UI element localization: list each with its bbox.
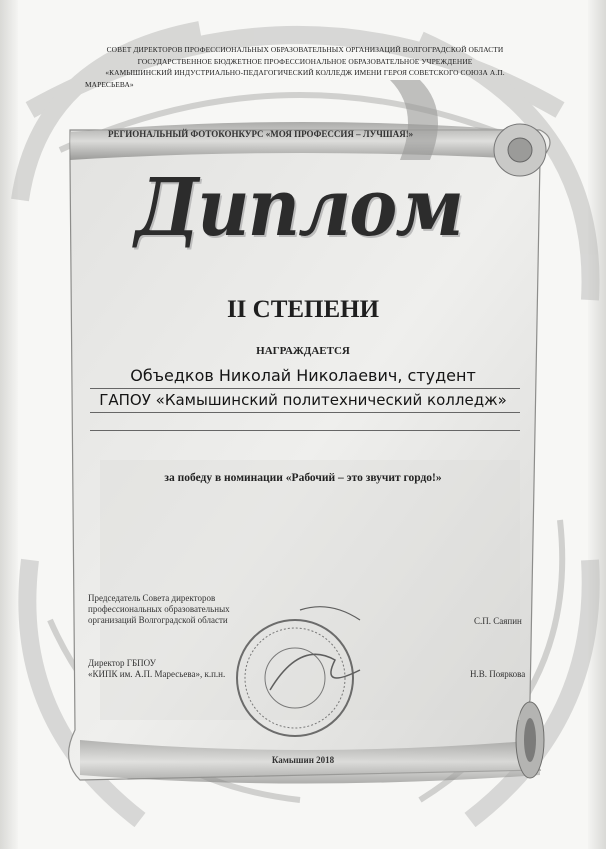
degree-label: II СТЕПЕНИ — [226, 296, 380, 323]
footer-city-year: Камышин 2018 — [271, 755, 335, 765]
signature-1-name: С.П. Саяпин — [474, 616, 522, 626]
awarded-label: НАГРАЖДАЕТСЯ — [256, 345, 350, 357]
signature-2-title: Директор ГБПОУ «КИПК им. А.П. Маресьева», к.п.н. — [88, 658, 226, 679]
contest-name: РЕГИОНАЛЬНЫЙ ФОТОКОНКУРС «МОЯ ПРОФЕССИЯ – ЛУЧШАЯ!» — [108, 129, 414, 139]
header-line-4: МАРЕСЬЕВА» — [85, 79, 134, 89]
recipient-name: Объедков Николай Николаевич, студент — [130, 366, 476, 385]
nomination-text: за победу в номинации «Рабочий – это звучит гордо!» — [164, 472, 442, 484]
header-line-3: «КАМЫШИНСКИЙ ИНДУСТРИАЛЬНО-ПЕДАГОГИЧЕСКИЙ КОЛЛЕДЖ ИМЕНИ ГЕРОЯ СОВЕТСКОГО СОЮЗА А.П. — [105, 68, 505, 77]
signature-1-title: Председатель Совета директоров профессиональных образовательных организаций Волгоградской области — [88, 593, 230, 625]
signature-2-name: Н.В. Пояркова — [470, 669, 526, 679]
header-line-1: СОВЕТ ДИРЕКТОРОВ ПРОФЕССИОНАЛЬНЫХ ОБРАЗОВАТЕЛЬНЫХ ОРГАНИЗАЦИЙ ВОЛГОГРАДСКОЙ ОБЛАСТИ — [106, 45, 504, 54]
recipient-organization: ГАПОУ «Камышинский политехнический колледж» — [99, 391, 507, 409]
diploma-title: Диплом — [135, 160, 463, 254]
header-line-2: ГОСУДАРСТВЕННОЕ БЮДЖЕТНОЕ ПРОФЕССИОНАЛЬНОЕ ОБРАЗОВАТЕЛЬНОЕ УЧРЕЖДЕНИЕ — [137, 56, 473, 66]
